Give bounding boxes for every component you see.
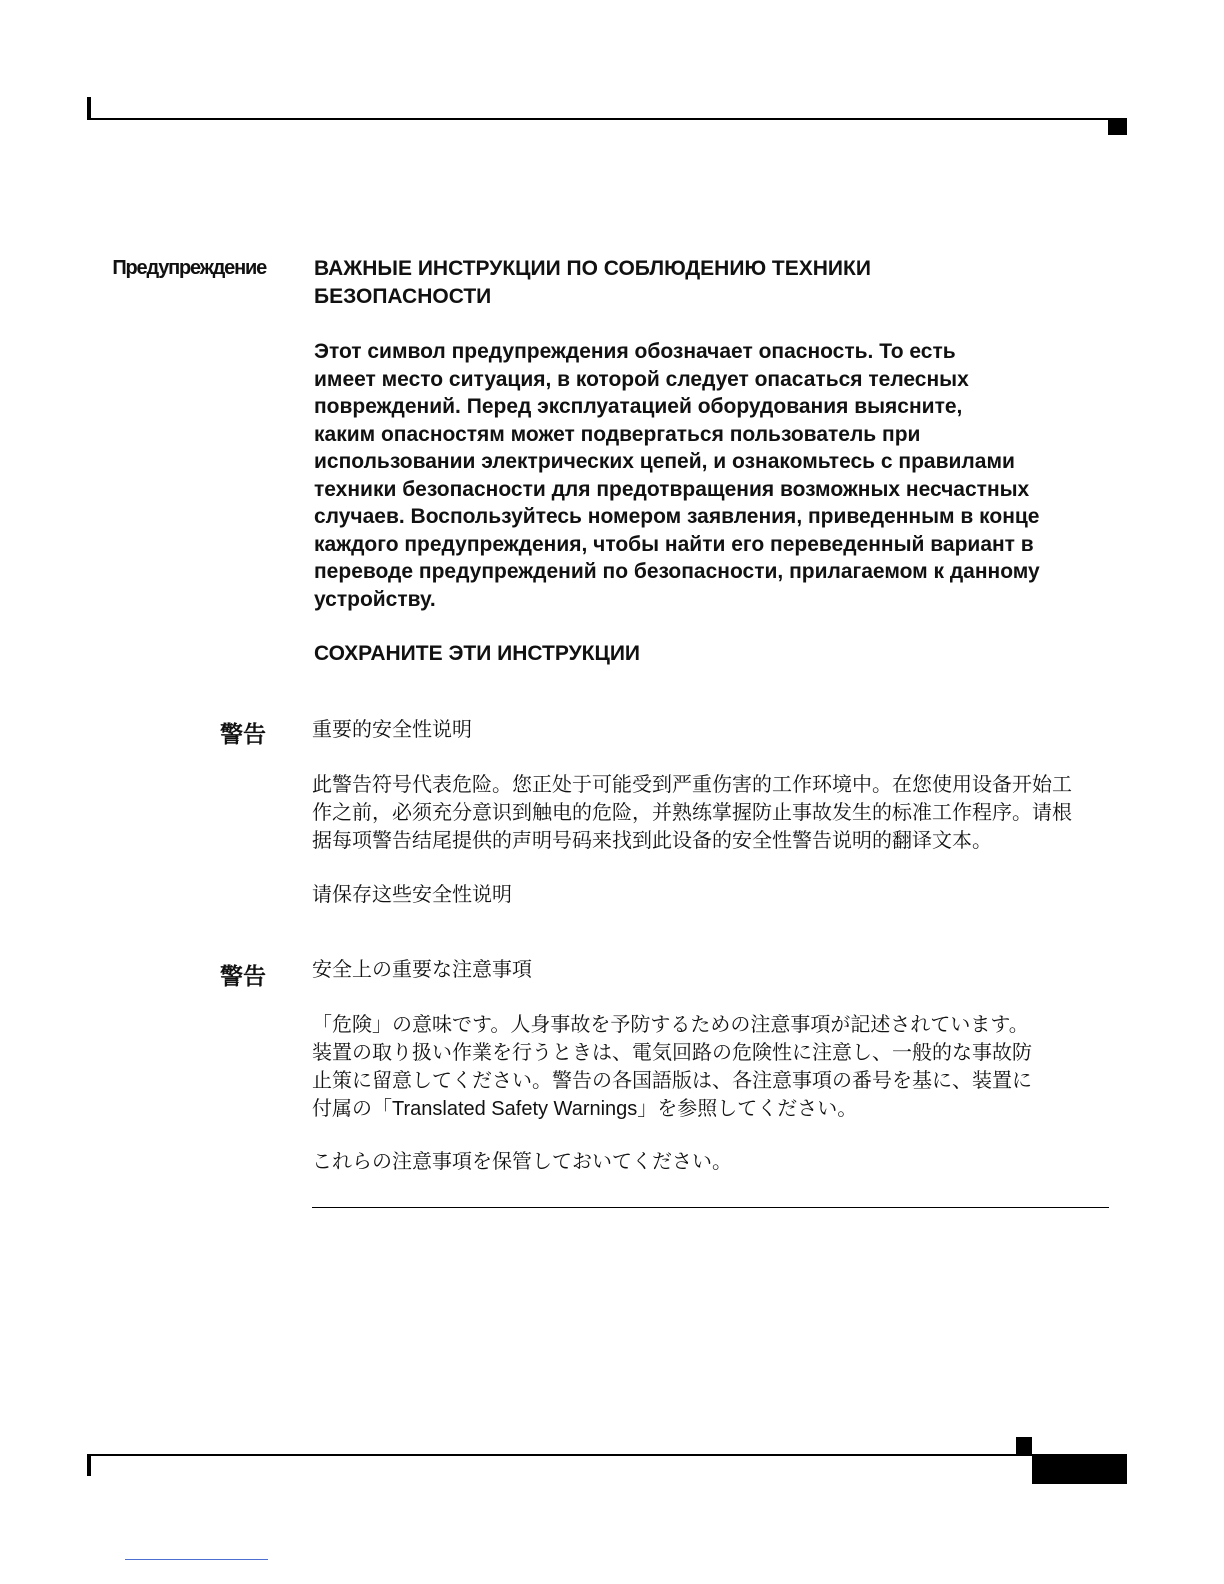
- warning-label-chinese: 警告: [220, 721, 266, 747]
- russian-body-line: повреждений. Перед эксплуатацией оборудования выясните,: [314, 395, 963, 418]
- chinese-save-instructions: 请保存这些安全性说明: [312, 884, 512, 906]
- russian-warning-body: [314, 338, 1110, 613]
- footer-corner-square: [1016, 1437, 1032, 1454]
- warning-label-japanese: 警告: [220, 963, 266, 989]
- russian-body-line: каким опасностям может подвергаться пользователь при: [314, 422, 921, 446]
- chinese-body-line: 此警告符号代表危险。您正处于可能受到严重伤害的工作环境中。在您使用设备开始工: [312, 774, 1072, 796]
- russian-warning-title: [314, 255, 1110, 311]
- footer-link-underline[interactable]: [125, 1559, 268, 1560]
- japanese-body-line: 装置の取り扱い作業を行うときは、電気回路の危険性に注意し、一般的な事故防: [312, 1042, 1032, 1064]
- chinese-warning-title: 重要的安全性说明: [312, 719, 472, 741]
- warning-label-russian: Предупреждение: [112, 257, 266, 279]
- footer-rule: [87, 1454, 1127, 1456]
- japanese-warning-title: 安全上の重要な注意事項: [312, 959, 532, 981]
- russian-body-line: случаев. Воспользуйтесь номером заявления, приведенным в конце: [314, 505, 1040, 528]
- section-end-rule: [312, 1207, 1109, 1208]
- russian-title-line: БЕЗОПАСНОСТИ: [314, 285, 492, 308]
- chinese-warning-body: [312, 771, 1112, 855]
- russian-body-line: каждого предупреждения, чтобы найти его переведенный вариант в: [314, 532, 1034, 556]
- japanese-warning-body: [312, 1011, 1112, 1123]
- header-tick-mark: [87, 97, 91, 119]
- russian-save-instructions: СОХРАНИТЕ ЭТИ ИНСТРУКЦИИ: [314, 642, 641, 665]
- russian-body-line: использовании электрических цепей, и ознакомьтесь с правилами: [314, 450, 1015, 473]
- header-corner-square: [1108, 118, 1127, 135]
- russian-body-line: имеет место ситуация, в которой следует опасаться телесных: [314, 367, 969, 391]
- japanese-body-line: 付属の「Translated Safety Warnings」を参照してください。: [312, 1098, 858, 1120]
- japanese-body-line: 「危険」の意味です。人身事故を予防するための注意事項が記述されています。: [312, 1014, 1029, 1036]
- footer-tick-mark: [87, 1454, 91, 1476]
- russian-body-line: техники безопасности для предотвращения возможных несчастных: [314, 477, 1030, 501]
- footer-page-number-block: [1032, 1455, 1127, 1484]
- chinese-body-line: 作之前，必须充分意识到触电的危险，并熟练掌握防止事故发生的标准工作程序。请根: [312, 802, 1072, 824]
- russian-title-line: ВАЖНЫЕ ИНСТРУКЦИИ ПО СОБЛЮДЕНИЮ ТЕХНИКИ: [314, 257, 871, 280]
- russian-body-line: устройству.: [314, 587, 436, 611]
- chinese-body-line: 据每项警告结尾提供的声明号码来找到此设备的安全性警告说明的翻译文本。: [312, 830, 992, 852]
- japanese-body-line: 止策に留意してください。警告の各国語版は、各注意事項の番号を基に、装置に: [312, 1070, 1032, 1092]
- japanese-save-instructions: これらの注意事項を保管しておいてください。: [312, 1151, 732, 1173]
- russian-body-line: Этот символ предупреждения обозначает опасность. То есть: [314, 340, 956, 363]
- russian-body-line: переводе предупреждений по безопасности, прилагаемом к данному: [314, 560, 1040, 583]
- header-rule: [87, 118, 1108, 120]
